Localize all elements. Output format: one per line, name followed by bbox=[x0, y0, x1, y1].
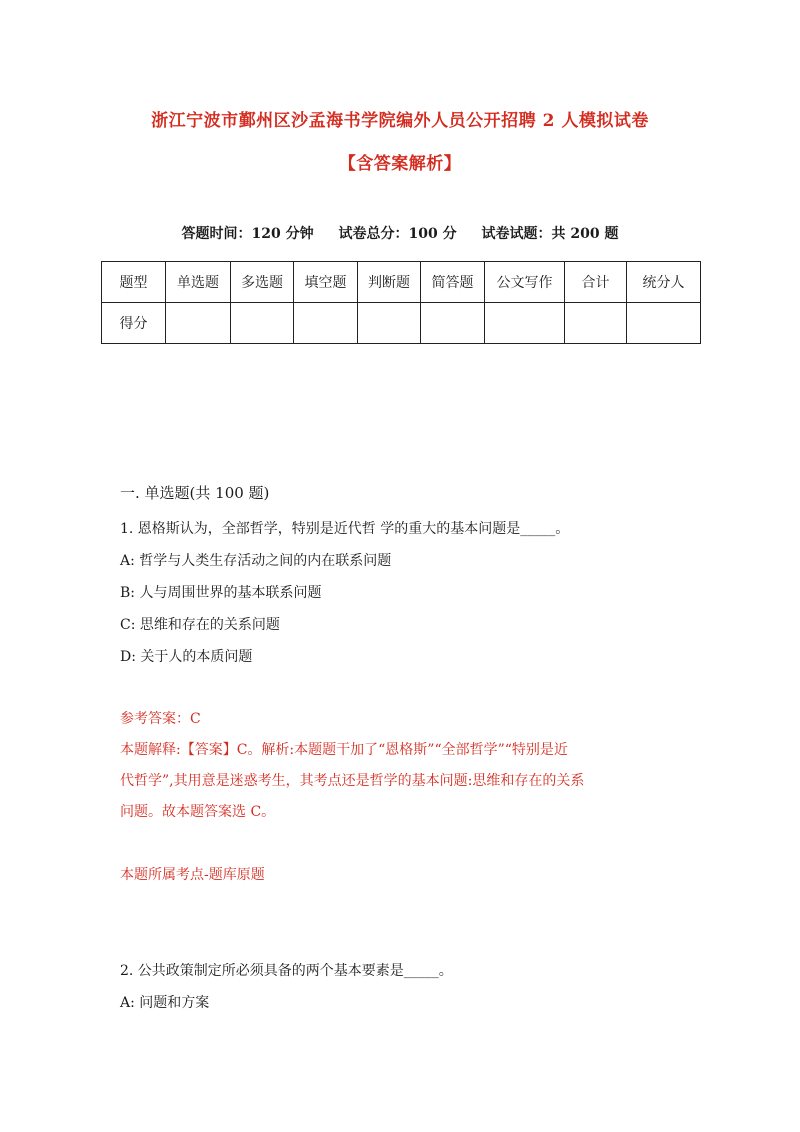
question-1-option-c: C: 思维和存在的关系问题 bbox=[120, 617, 280, 633]
question-1-explanation-line: 本题解释:【答案】C。解析:本题题干加了“恩格斯”“全部哲学”“特别是近 bbox=[120, 742, 568, 758]
document-title: 浙江宁波市鄞州区沙孟海书学院编外人员公开招聘 2 人模拟试卷 bbox=[151, 111, 649, 131]
score-cell[interactable] bbox=[358, 303, 421, 344]
score-cell[interactable] bbox=[421, 303, 485, 344]
header-cell-type: 题型 bbox=[102, 262, 166, 303]
header-cell-total: 合计 bbox=[565, 262, 627, 303]
score-cell[interactable] bbox=[485, 303, 565, 344]
question-1-explanation-line: 问题。故本题答案选 C。 bbox=[120, 804, 276, 820]
question-2-option-a: A: 问题和方案 bbox=[120, 995, 210, 1011]
score-cell[interactable] bbox=[294, 303, 358, 344]
header-cell-scorer: 统分人 bbox=[627, 262, 701, 303]
header-cell-single: 单选题 bbox=[166, 262, 231, 303]
header-cell-fill: 填空题 bbox=[294, 262, 358, 303]
question-1-explanation-line: 代哲学”,其用意是迷惑考生，其考点还是哲学的基本问题:思维和存在的关系 bbox=[120, 773, 585, 789]
score-table bbox=[101, 261, 701, 344]
score-table-header-row bbox=[102, 262, 701, 303]
exam-total-questions: 试卷试题：共 200 题 bbox=[481, 226, 619, 242]
header-cell-judge: 判断题 bbox=[358, 262, 421, 303]
exam-meta bbox=[0, 223, 800, 243]
document-subtitle: 【含答案解析】 bbox=[338, 154, 462, 174]
question-1-option-a: A: 哲学与人类生存活动之间的内在联系问题 bbox=[120, 553, 392, 569]
question-1-answer: 参考答案：C bbox=[120, 711, 201, 727]
question-2-stem: 2. 公共政策制定所必须具备的两个基本要素是_____。 bbox=[120, 963, 453, 979]
score-cell[interactable] bbox=[627, 303, 701, 344]
score-table-score-row bbox=[102, 303, 701, 344]
score-row-label: 得分 bbox=[102, 303, 166, 344]
header-cell-short: 简答题 bbox=[421, 262, 485, 303]
score-cell[interactable] bbox=[166, 303, 231, 344]
question-1-option-b: B: 人与周围世界的基本联系问题 bbox=[120, 585, 322, 601]
question-1-option-d: D: 关于人的本质问题 bbox=[120, 649, 253, 665]
question-1-stem: 1. 恩格斯认为，全部哲学，特别是近代哲 学的重大的基本问题是_____。 bbox=[120, 521, 570, 537]
exam-time: 答题时间：120 分钟 bbox=[181, 226, 314, 242]
score-cell[interactable] bbox=[231, 303, 294, 344]
question-1-source: 本题所属考点-题库原题 bbox=[120, 867, 265, 883]
exam-total-score: 试卷总分：100 分 bbox=[338, 226, 457, 242]
score-cell[interactable] bbox=[565, 303, 627, 344]
header-cell-writing: 公文写作 bbox=[485, 262, 565, 303]
header-cell-multi: 多选题 bbox=[231, 262, 294, 303]
section-heading: 一. 单选题(共 100 题) bbox=[120, 484, 270, 502]
